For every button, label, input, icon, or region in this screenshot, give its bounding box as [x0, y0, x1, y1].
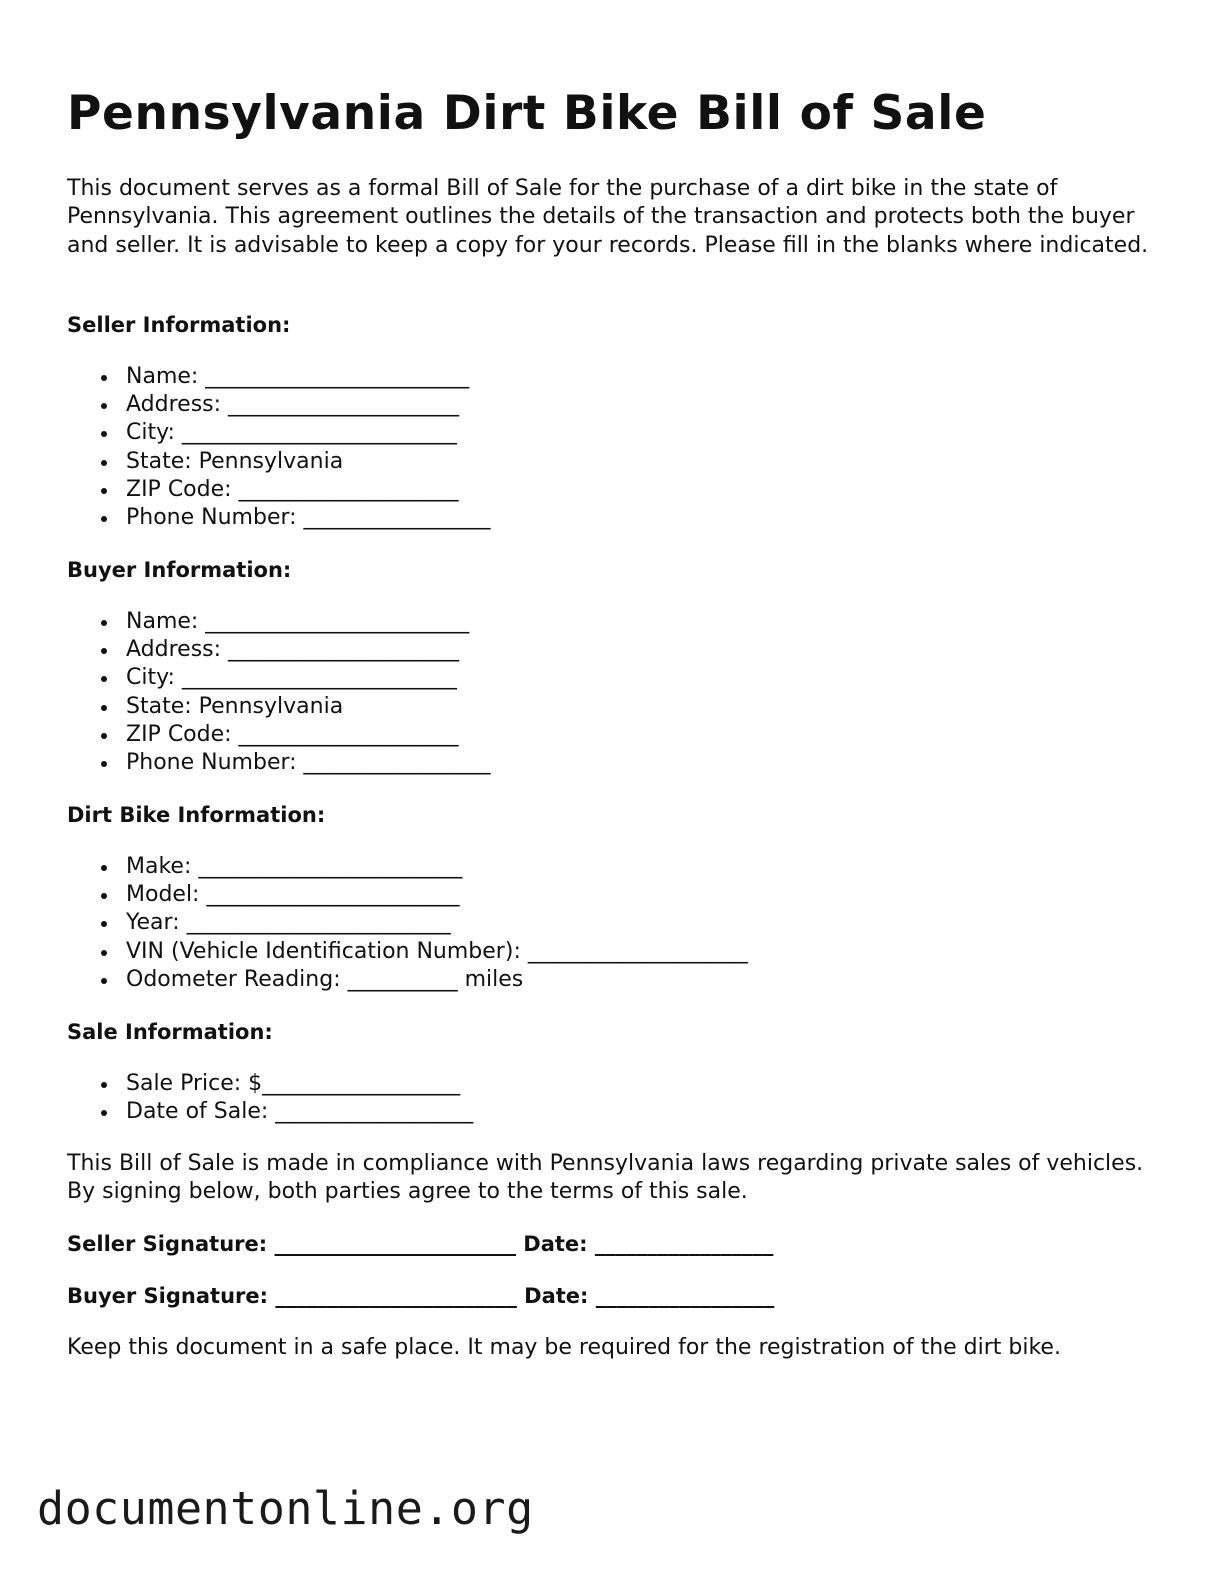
sale-price-field[interactable]: Sale Price: $__________________	[67, 1070, 473, 1098]
sale-date-field[interactable]: Date of Sale: __________________	[67, 1098, 473, 1126]
seller-name-field[interactable]: Name: ________________________	[67, 363, 491, 391]
intro-paragraph: This document serves as a formal Bill of Sale for the purchase of a dirt bike in the state of Pennsylvania. This agreement outlines the details of the transaction and protects both the buyer and seller. It is advisable to keep a copy for your records. Please fill in the blanks where indicated.	[67, 176, 1149, 258]
buyer-name-field[interactable]: Name: ________________________	[67, 608, 491, 636]
buyer-state-field: State: Pennsylvania	[67, 693, 491, 721]
buyer-signature-line[interactable]: Buyer Signature: _______________________ Date: _________________	[67, 1284, 775, 1308]
bike-make-field[interactable]: Make: ________________________	[67, 853, 748, 881]
site-watermark: documentonline.org	[37, 1482, 534, 1535]
seller-phone-field[interactable]: Phone Number: _________________	[67, 504, 491, 532]
buyer-city-field[interactable]: City: _________________________	[67, 664, 491, 692]
sale-section-heading: Sale Information:	[67, 1020, 273, 1044]
bike-odometer-field[interactable]: Odometer Reading: __________ miles	[67, 966, 748, 994]
seller-signature-line[interactable]: Seller Signature: _______________________ Date: _________________	[67, 1232, 774, 1256]
bike-year-field[interactable]: Year: ________________________	[67, 909, 748, 937]
seller-zip-field[interactable]: ZIP Code: ____________________	[67, 476, 491, 504]
seller-address-field[interactable]: Address: _____________________	[67, 391, 491, 419]
seller-section-heading: Seller Information:	[67, 313, 291, 337]
bike-vin-field[interactable]: VIN (Vehicle Identification Number): ____________________	[67, 938, 748, 966]
bike-section-heading: Dirt Bike Information:	[67, 803, 326, 827]
seller-city-field[interactable]: City: _________________________	[67, 419, 491, 447]
compliance-paragraph: This Bill of Sale is made in compliance with Pennsylvania laws regarding private sales of vehicles. By signing below, both parties agree to the terms of this sale.	[67, 1151, 1144, 1205]
buyer-zip-field[interactable]: ZIP Code: ____________________	[67, 721, 491, 749]
seller-fields-list	[67, 363, 491, 532]
document-title: Pennsylvania Dirt Bike Bill of Sale	[67, 86, 987, 141]
buyer-fields-list	[67, 608, 491, 777]
buyer-phone-field[interactable]: Phone Number: _________________	[67, 749, 491, 777]
footer-note: Keep this document in a safe place. It may be required for the registration of the dirt bike.	[67, 1335, 1061, 1360]
buyer-section-heading: Buyer Information:	[67, 558, 292, 582]
buyer-address-field[interactable]: Address: _____________________	[67, 636, 491, 664]
bike-fields-list	[67, 853, 748, 994]
seller-state-field: State: Pennsylvania	[67, 448, 491, 476]
bike-model-field[interactable]: Model: _______________________	[67, 881, 748, 909]
sale-fields-list	[67, 1070, 473, 1126]
